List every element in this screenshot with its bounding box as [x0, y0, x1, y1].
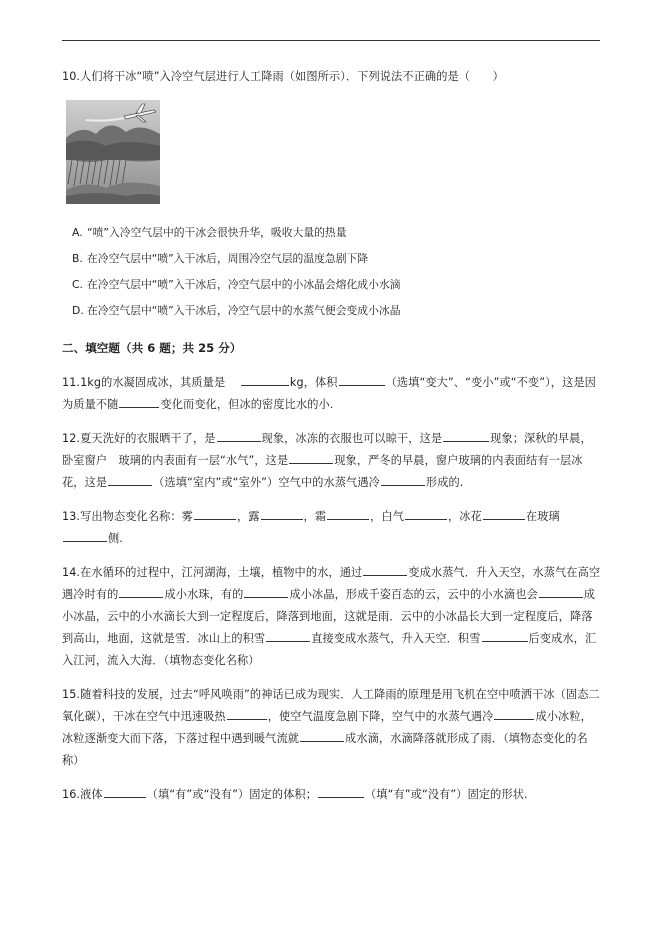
answer-blank[interactable] — [539, 585, 583, 598]
section-2-title: 二、填空题（共 6 题；共 25 分） — [62, 341, 242, 355]
answer-blank[interactable] — [261, 507, 303, 520]
answer-blank[interactable] — [443, 429, 489, 442]
answer-blank[interactable] — [266, 629, 310, 642]
option-d[interactable]: D. 在冷空气层中“喷”入干冰后，冷空气层中的水蒸气便会变成小冰晶 — [72, 304, 401, 317]
answer-blank[interactable] — [327, 507, 369, 520]
answer-blank[interactable] — [318, 785, 364, 798]
answer-blank[interactable] — [119, 585, 163, 598]
answer-blank[interactable] — [405, 507, 447, 520]
question-11: 11.1kg的水凝固成冰，其质量是 kg，体积 （选填“变大”、“变小”或“不变”），这是因为质量不随 变化而变化，但冰的密度比水的小. — [62, 372, 602, 416]
answer-blank[interactable] — [339, 373, 385, 386]
question-15: 15.随着科技的发展，过去“呼风唤雨”的神话已成为现实．人工降雨的原理是用飞机在空中喷洒干冰（固态二氧化碳），干冰在空气中迅速吸热 ，使空气温度急剧下降，空气中的水蒸气遇冷 成小冰粒，冰粒逐渐变大而下落，下落过程中遇到暖气流就 成水滴，水滴降落就形成了雨．（填物态变化的名称） — [62, 688, 600, 767]
answer-blank[interactable] — [494, 707, 534, 720]
answer-blank[interactable] — [108, 473, 152, 486]
answer-blank[interactable] — [483, 507, 525, 520]
answer-blank[interactable] — [194, 507, 236, 520]
answer-blank[interactable] — [217, 429, 261, 442]
answer-blank[interactable] — [482, 629, 528, 642]
answer-blank[interactable] — [227, 707, 267, 720]
question-14: 14.在水循环的过程中，江河湖海，土壤，植物中的水，通过 变成水蒸气．升入天空，水蒸气在高空遇冷时有的 成小水珠，有的 成小冰晶，形成千姿百态的云，云中的小水滴也会 成小冰晶，云中的小水滴长大到一定程度后，降落到地面，这就是雨．云中的小冰晶长大到一定程度后，降落到高山，地面，这就是雪．冰山上的积雪 直接变成水蒸气，升入天空．积雪 后变成水，汇入江河，流入大海．（填物态变化名称） — [62, 562, 602, 672]
question-16: 16.液体 （填“有”或“没有”）固定的体积； （填“有”或“没有”）固定的形状. — [62, 784, 602, 806]
answer-blank[interactable] — [119, 395, 159, 408]
answer-blank[interactable] — [300, 729, 344, 742]
answer-blank[interactable] — [289, 451, 333, 464]
option-b[interactable]: B. 在冷空气层中“喷”入干冰后，周围冷空气层的温度急剧下降 — [72, 252, 369, 265]
question-12: 12.夏天洗好的衣服晒干了，是 现象，冰冻的衣服也可以晾干，这是 现象；深秋的早晨，卧室窗户 玻璃的内表面有一层“水气”，这是 现象，严冬的早晨，窗户玻璃的内表面结有一层冰花，这是 （选填“室内”或“室外”）空气中的水蒸气遇冷 形成的. — [62, 428, 602, 494]
header-rule — [62, 40, 600, 41]
rainmaking-illustration — [66, 100, 160, 204]
answer-blank[interactable] — [104, 785, 146, 798]
option-a[interactable]: A. “喷”入冷空气层中的干冰会很快升华，吸收大量的热量 — [72, 226, 347, 239]
question-10-options — [72, 220, 602, 324]
answer-blank[interactable] — [241, 373, 289, 386]
answer-blank[interactable] — [381, 473, 425, 486]
answer-blank[interactable] — [363, 563, 407, 576]
document-body — [62, 66, 602, 818]
option-c[interactable]: C. 在冷空气层中“喷”入干冰后，冷空气层中的小冰晶会熔化成小水滴 — [72, 278, 401, 291]
answer-blank[interactable] — [244, 585, 288, 598]
question-13: 13.写出物态变化名称：雾 ，露 ，霜 ，白气 ，冰花 在玻璃 侧. — [62, 506, 602, 550]
answer-blank[interactable] — [63, 529, 107, 542]
question-10-stem: 10.人们将干冰“喷”入冷空气层进行人工降雨（如图所示）．下列说法不正确的是（ ） — [62, 70, 504, 83]
